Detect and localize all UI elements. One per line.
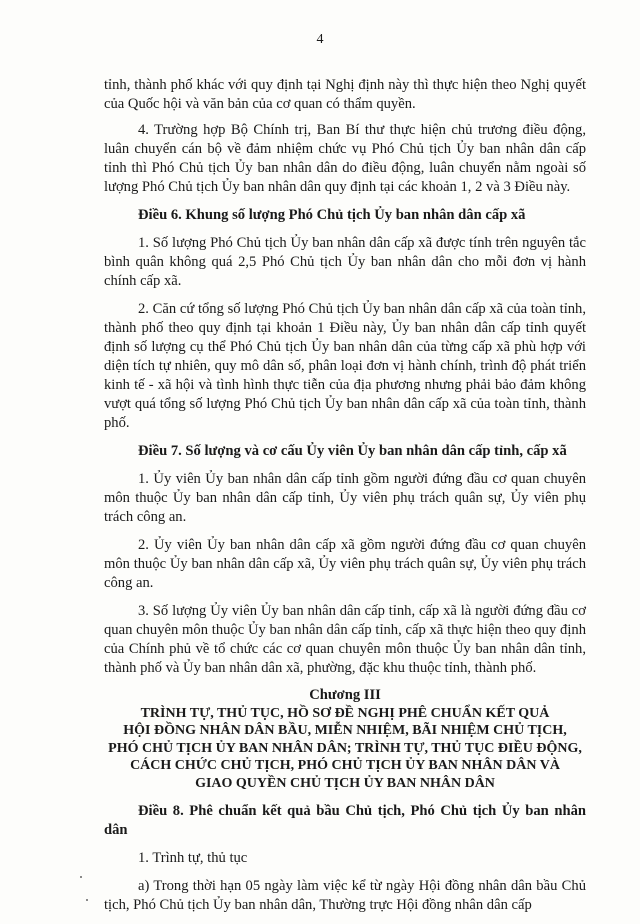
- article-heading: Điều 6. Khung số lượng Phó Chủ tịch Ủy ban nhân dân cấp xã: [138, 207, 526, 223]
- chapter-title-line: TRÌNH TỰ, THỦ TỤC, HỒ SƠ ĐỀ NGHỊ PHÊ CHUẨN KẾT QUẢ: [140, 705, 550, 721]
- paragraph: 1. Trình tự, thủ tục: [138, 850, 248, 866]
- chapter-title-line: CÁCH CHỨC CHỦ TỊCH, PHÓ CHỦ TỊCH ỦY BAN NHÂN DÂN VÀ: [130, 758, 560, 773]
- paragraph: tỉnh, thành phố khác với quy định tại Nghị định này thì thực hiện theo Nghị quyết của Quốc hội và văn bản của cơ quan có thẩm quyền.: [104, 77, 586, 112]
- paragraph: 1. Ủy viên Ủy ban nhân dân cấp tỉnh gồm người đứng đầu cơ quan chuyên môn thuộc Ủy ban nhân dân cấp tỉnh, Ủy viên phụ trách quân sự, Ủy viên phụ trách công an.: [104, 471, 586, 525]
- paragraph: 2. Ủy viên Ủy ban nhân dân cấp xã gồm người đứng đầu cơ quan chuyên môn thuộc Ủy ban nhân dân cấp xã, Ủy viên phụ trách quân sự, Ủy viên phụ trách công an.: [104, 537, 586, 591]
- scan-speck: [80, 876, 82, 878]
- scan-speck: [86, 899, 88, 901]
- article-heading: Điều 8. Phê chuẩn kết quả bầu Chủ tịch, Phó Chủ tịch Ủy ban nhân dân: [104, 803, 586, 838]
- paragraph: a) Trong thời hạn 05 ngày làm việc kể từ ngày Hội đồng nhân dân bầu Chủ tịch, Phó Chủ tịch Ủy ban nhân dân, Thường trực Hội đồng nhân dân cấp: [104, 878, 586, 913]
- page-number: 4: [316, 32, 324, 47]
- paragraph: 4. Trường hợp Bộ Chính trị, Ban Bí thư thực hiện chủ trương điều động, luân chuyển cán bộ về đảm nhiệm chức vụ Phó Chủ tịch Ủy ban nhân dân cấp tỉnh thì Phó Chủ tịch Ủy ban nhân dân do điều động, luân chuyển nằm ngoài số lượng Phó Chủ tịch Ủy ban nhân dân quy định tại các khoản 1, 2 và 3 Điều này.: [104, 122, 586, 195]
- chapter-title-line: PHÓ CHỦ TỊCH ỦY BAN NHÂN DÂN; TRÌNH TỰ, THỦ TỤC ĐIỀU ĐỘNG,: [108, 740, 582, 756]
- chapter-number: Chương III: [309, 687, 381, 703]
- paragraph: 1. Số lượng Phó Chủ tịch Ủy ban nhân dân cấp xã được tính trên nguyên tắc bình quân không quá 2,5 Phó Chủ tịch Ủy ban nhân dân cho mỗi đơn vị hành chính cấp xã.: [104, 235, 586, 289]
- paragraph: 3. Số lượng Ủy viên Ủy ban nhân dân cấp tỉnh, cấp xã là người đứng đầu cơ quan chuyên môn thuộc Ủy ban nhân dân cấp tỉnh, cấp xã thực hiện theo quy định của Chính phủ về tổ chức các cơ quan chuyên môn thuộc Ủy ban nhân dân tỉnh, thành phố và Ủy ban nhân dân xã, phường, đặc khu thuộc tỉnh, thành phố.: [104, 603, 586, 676]
- paragraph: 2. Căn cứ tổng số lượng Phó Chủ tịch Ủy ban nhân dân cấp xã của toàn tỉnh, thành phố theo quy định tại khoản 1 Điều này, Ủy ban nhân dân cấp tỉnh quyết định số lượng cụ thể Phó Chủ tịch Ủy ban nhân dân của từng cấp xã phù hợp với diện tích tự nhiên, quy mô dân số, phân loại đơn vị hành chính, trình độ phát triển kinh tế - xã hội và tình hình thực tiễn của địa phương nhưng phải bảo đảm không vượt quá tổng số lượng Phó Chủ tịch Ủy ban nhân dân cấp xã của toàn tỉnh, thành phố.: [104, 301, 586, 431]
- chapter-title-line: HỘI ĐỒNG NHÂN DÂN BẦU, MIỄN NHIỆM, BÃI NHIỆM CHỦ TỊCH,: [123, 723, 567, 738]
- chapter-heading: [104, 687, 586, 792]
- document-body: [104, 76, 586, 924]
- article-heading: Điều 7. Số lượng và cơ cấu Ủy viên Ủy ban nhân dân cấp tỉnh, cấp xã: [138, 443, 567, 459]
- chapter-title-line: GIAO QUYỀN CHỦ TỊCH ỦY BAN NHÂN DÂN: [195, 775, 495, 791]
